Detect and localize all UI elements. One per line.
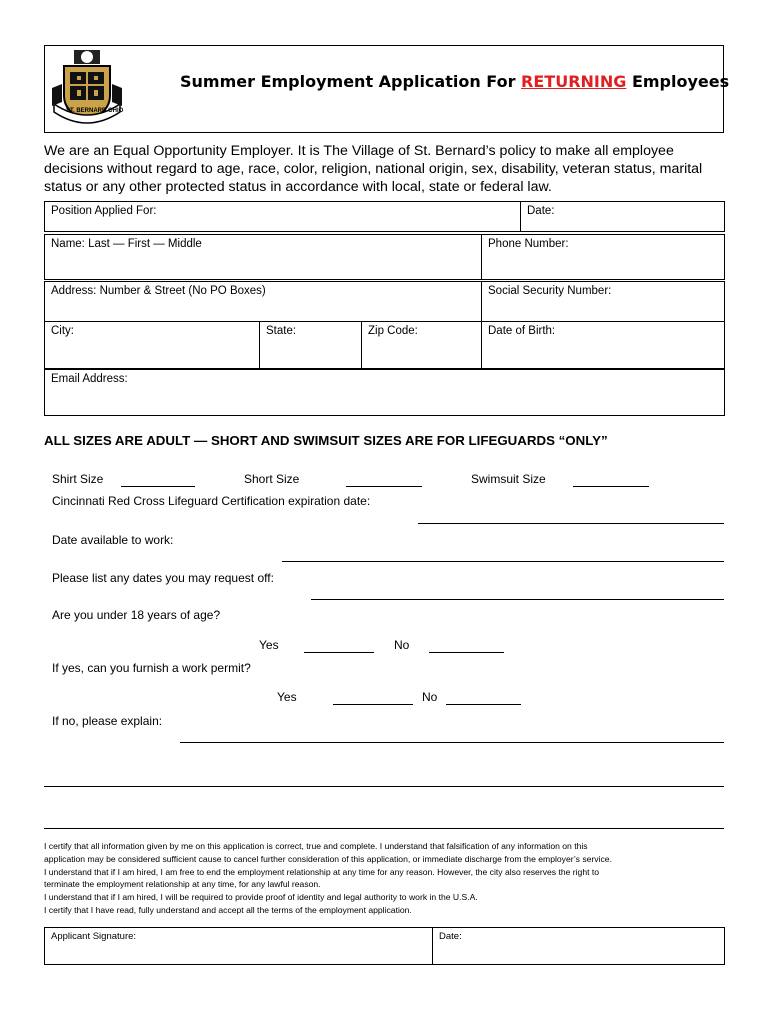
dates-off-label: Please list any dates you may request off: <box>52 571 274 585</box>
title-highlight: RETURNING <box>521 72 627 91</box>
under18-label: Are you under 18 years of age? <box>52 608 221 622</box>
email-field[interactable] <box>44 369 725 416</box>
certification-divider <box>44 828 724 829</box>
permit-yes-line[interactable] <box>333 704 413 705</box>
state-label: State: <box>266 325 297 337</box>
under18-yes-line[interactable] <box>304 652 374 653</box>
phone-label: Phone Number: <box>488 238 569 250</box>
dob-label: Date of Birth: <box>488 325 556 337</box>
applicant-signature-field[interactable] <box>44 927 433 965</box>
city-label: City: <box>51 325 74 337</box>
short-size-line[interactable] <box>346 486 422 487</box>
logo-text: ST. BERNARD OHIO <box>66 108 124 114</box>
cert-line: application may be considered sufficient cause to cancel further consideration of this application, or immediate discharge from the employer’s service. <box>44 853 612 864</box>
short-size-label: Short Size <box>244 472 300 486</box>
date-available-line[interactable] <box>282 561 724 562</box>
cert-line: I certify that all information given by me on this application is correct, true and complete. I understand that falsification of any information on this <box>44 841 588 851</box>
certification-text <box>44 840 734 917</box>
swimsuit-size-line[interactable] <box>573 486 649 487</box>
position-label: Position Applied For: <box>51 205 157 217</box>
cert-line: I understand that if I am hired, I will be required to provide proof of identity and legal authority to work in the U.S.A. <box>44 892 478 903</box>
dates-off-line[interactable] <box>311 599 724 600</box>
signature-date-label: Date: <box>439 931 462 942</box>
name-label: Name: Last — First — Middle <box>51 238 202 250</box>
permit-no-line[interactable] <box>446 704 521 705</box>
ssn-field[interactable] <box>481 281 725 322</box>
date-available-label: Date available to work: <box>52 533 174 547</box>
email-label: Email Address: <box>51 373 128 385</box>
cert-line: I understand that if I am hired, I am free to end the employment relationship at any time for any reason. However, the city also reserves the right to <box>44 866 600 877</box>
position-field[interactable] <box>44 201 521 232</box>
permit-no-label: No <box>422 690 438 704</box>
zip-label: Zip Code: <box>368 325 418 337</box>
dob-field[interactable] <box>481 321 725 369</box>
permit-label: If yes, can you furnish a work permit? <box>52 661 251 675</box>
under18-no-line[interactable] <box>429 652 504 653</box>
cert-line: I certify that I have read, fully understand and accept all the terms of the employment application. <box>44 904 412 915</box>
state-field[interactable] <box>259 321 362 369</box>
name-field[interactable] <box>44 234 482 280</box>
swimsuit-size-label: Swimsuit Size <box>471 472 546 486</box>
explain-line-1[interactable] <box>180 742 724 743</box>
explain-label: If no, please explain: <box>52 714 163 728</box>
village-seal-logo <box>52 48 122 128</box>
under18-no-label: No <box>394 638 410 652</box>
address-field[interactable] <box>44 281 482 322</box>
cert-line: terminate the employment relationship at any time, for any lawful reason. <box>44 879 321 890</box>
cert-exp-label: Cincinnati Red Cross Lifeguard Certification expiration date: <box>52 494 371 508</box>
signature-date-field[interactable] <box>432 927 725 965</box>
intro-text: We are an Equal Opportunity Employer. It is The Village of St. Bernard’s policy to make all employee decisions without regard to age, race, color, religion, national origin, sex, disability, veteran status, marital status or any other protected status in accordance with local, state or federal law. <box>44 143 703 195</box>
applicant-signature-label: Applicant Signature: <box>51 931 137 942</box>
date-field[interactable] <box>520 201 725 232</box>
under18-yes-label: Yes <box>259 638 279 652</box>
shirt-size-line[interactable] <box>121 486 195 487</box>
shirt-size-label: Shirt Size <box>52 472 104 486</box>
ssn-label: Social Security Number: <box>488 285 612 297</box>
permit-yes-label: Yes <box>277 690 297 704</box>
city-field[interactable] <box>44 321 260 369</box>
date-label: Date: <box>527 205 555 217</box>
phone-field[interactable] <box>481 234 725 280</box>
cert-exp-line[interactable] <box>418 523 724 524</box>
sizes-heading: ALL SIZES ARE ADULT — SHORT AND SWIMSUIT SIZES ARE FOR LIFEGUARDS “ONLY” <box>44 433 608 448</box>
zip-field[interactable] <box>361 321 482 369</box>
address-label: Address: Number & Street (No PO Boxes) <box>51 285 266 297</box>
page-title: Summer Employment Application For RETURNING Employees <box>180 72 730 91</box>
explain-line-2[interactable] <box>44 786 724 787</box>
